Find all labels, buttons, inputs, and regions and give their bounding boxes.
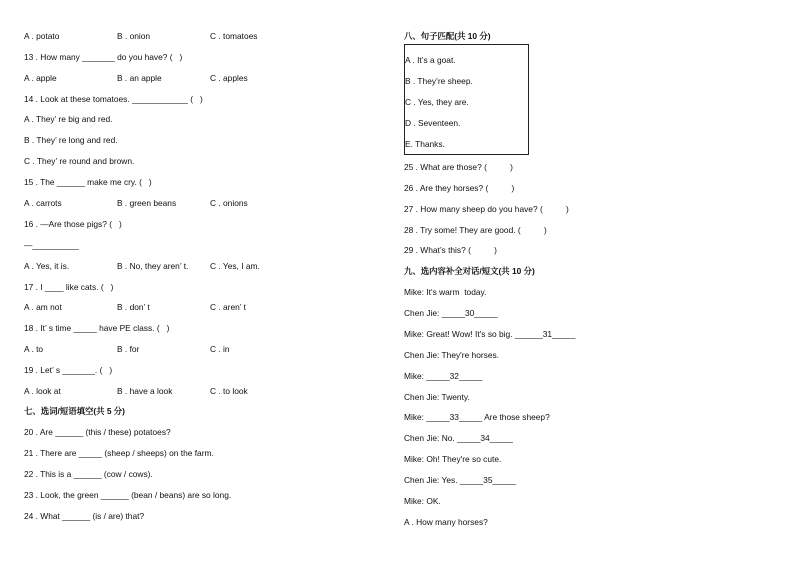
q17-option-c: C . aren’ t — [210, 302, 246, 312]
question-26: 26 . Are they horses? ( ) — [404, 183, 515, 193]
q15-option-b: B . green beans — [117, 198, 177, 208]
dialog-line: Mike: Great! Wow! It's so big. ______31_____ — [404, 329, 576, 339]
question-13: 13 . How many _______ do you have? ( ) — [24, 52, 183, 62]
dialog-line: Chen Jie: Twenty. — [404, 392, 470, 402]
question-28: 28 . Try some! They are good. ( ) — [404, 225, 547, 235]
section-8-heading: 八、句子匹配(共 10 分) — [404, 31, 491, 41]
match-option-b: B . They’re sheep. — [405, 76, 473, 86]
q14-option-a: A . They’ re big and red. — [24, 114, 113, 124]
q13-option-a: A . apple — [24, 73, 57, 83]
q16-option-a: A . Yes, it is. — [24, 261, 70, 271]
question-20: 20 . Are ______ (this / these) potatoes? — [24, 427, 171, 437]
question-24: 24 . What ______ (is / are) that? — [24, 511, 145, 521]
section-9-heading: 九、选内容补全对话/短文(共 10 分) — [404, 266, 535, 276]
question-18: 18 . It’ s time _____ have PE class. ( ) — [24, 323, 170, 333]
dialog-line: Mike: _____33_____ Are those sheep? — [404, 412, 550, 422]
q16-option-b: B . No, they aren’ t. — [117, 261, 189, 271]
q17-option-a: A . am not — [24, 302, 62, 312]
match-option-e: E. Thanks. — [405, 139, 445, 149]
question-27: 27 . How many sheep do you have? ( ) — [404, 204, 569, 214]
q18-option-c: C . in — [210, 344, 230, 354]
question-19: 19 . Let’ s _______. ( ) — [24, 365, 113, 375]
q12-option-c: C . tomatoes — [210, 31, 258, 41]
dialog-line: Mike: _____32_____ — [404, 371, 483, 381]
question-14: 14 . Look at these tomatoes. ____________ ( ) — [24, 94, 203, 104]
question-25: 25 . What are those? ( ) — [404, 162, 513, 172]
question-17: 17 . I ____ like cats. ( ) — [24, 282, 114, 292]
q18-option-b: B . for — [117, 344, 140, 354]
question-16: 16 . —Are those pigs? ( ) — [24, 219, 122, 229]
q15-option-c: C . onions — [210, 198, 248, 208]
match-option-c: C . Yes, they are. — [405, 97, 469, 107]
match-options-box — [404, 44, 529, 155]
q16-option-c: C . Yes, I am. — [210, 261, 260, 271]
dialog-option-a: A . How many horses? — [404, 517, 488, 527]
question-23: 23 . Look, the green ______ (bean / beans) are so long. — [24, 490, 232, 500]
q12-option-a: A . potato — [24, 31, 60, 41]
q14-option-c: C . They’ re round and brown. — [24, 156, 135, 166]
q13-option-c: C . apples — [210, 73, 248, 83]
q16-answer-line: —__________ — [24, 240, 79, 250]
question-29: 29 . What’s this? ( ) — [404, 245, 497, 255]
question-21: 21 . There are _____ (sheep / sheeps) on the farm. — [24, 448, 214, 458]
q17-option-b: B . don’ t — [117, 302, 150, 312]
q13-option-b: B . an apple — [117, 73, 162, 83]
dialog-line: Chen Jie: They're horses. — [404, 350, 500, 360]
q15-option-a: A . carrots — [24, 198, 62, 208]
dialog-line: Mike: OK. — [404, 496, 441, 506]
dialog-line: Chen Jie: _____30_____ — [404, 308, 498, 318]
dialog-line: Chen Jie: No. _____34_____ — [404, 433, 513, 443]
q12-option-b: B . onion — [117, 31, 151, 41]
match-option-d: D . Seventeen. — [405, 118, 461, 128]
q19-option-c: C . to look — [210, 386, 248, 396]
q18-option-a: A . to — [24, 344, 44, 354]
q14-option-b: B . They’ re long and red. — [24, 135, 118, 145]
dialog-line: Chen Jie: Yes. _____35_____ — [404, 475, 516, 485]
question-15: 15 . The ______ make me cry. ( ) — [24, 177, 152, 187]
q19-option-b: B . have a look — [117, 386, 173, 396]
question-22: 22 . This is a ______ (cow / cows). — [24, 469, 153, 479]
dialog-line: Mike: It's warm today. — [404, 287, 487, 297]
q19-option-a: A . look at — [24, 386, 61, 396]
match-option-a: A . It’s a goat. — [405, 55, 456, 65]
dialog-line: Mike: Oh! They're so cute. — [404, 454, 502, 464]
section-7-heading: 七、选词/短语填空(共 5 分) — [24, 406, 125, 416]
